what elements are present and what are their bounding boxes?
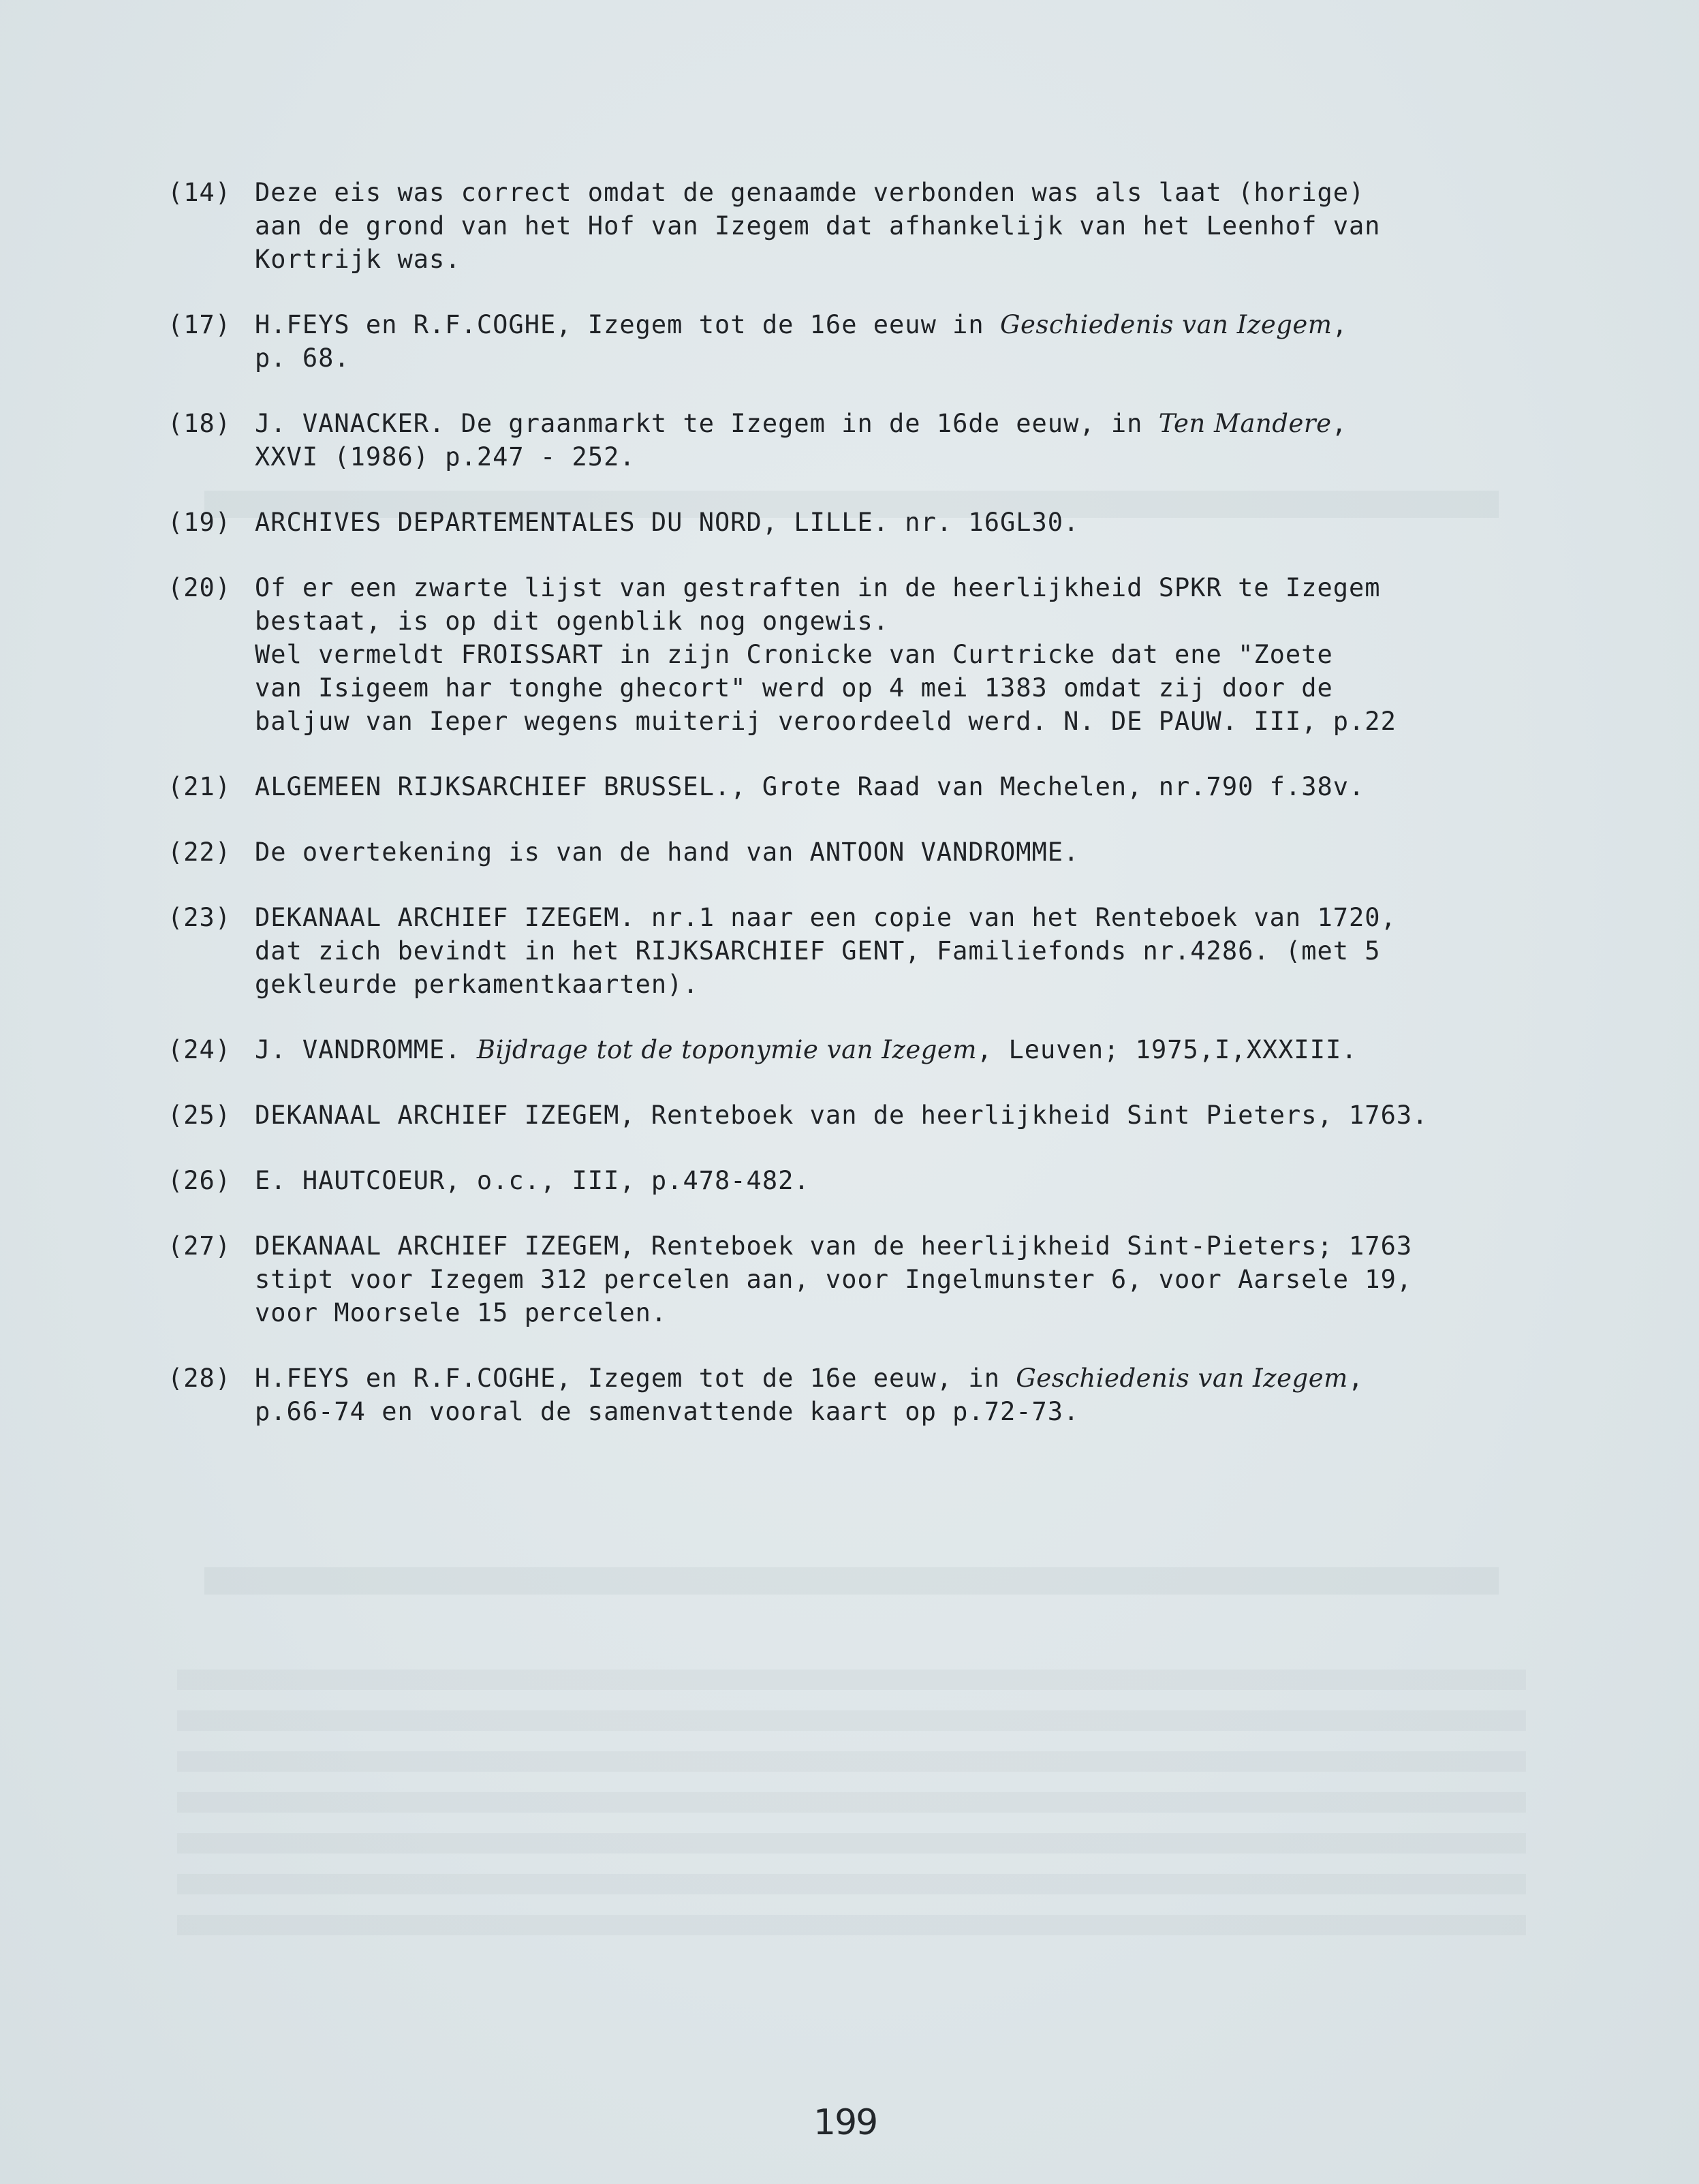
footnote-number: (21) — [168, 772, 232, 801]
footnote-text: J. VANACKER. De graanmarkt te Izegem in de 16de eeuw, in Ten Mandere, XXVI (1986) p.247 - 252. — [255, 409, 1347, 472]
footnote-text: ARCHIVES DEPARTEMENTALES DU NORD, LILLE. nr. 16GL30. — [255, 508, 1080, 537]
footnote-20 — [0, 571, 1699, 738]
footnote-21 — [0, 770, 1699, 803]
book-title: Bijdrage tot de toponymie van Izegem — [476, 1035, 977, 1064]
footnote-22 — [0, 835, 1699, 869]
footnote-number: (23) — [168, 903, 232, 932]
footnote-text: E. HAUTCOEUR, o.c., III, p.478-482. — [255, 1166, 810, 1195]
footnote-28 — [0, 1362, 1699, 1428]
footnote-number: (20) — [168, 573, 232, 602]
footnote-text: Deze eis was correct omdat de genaamde verbonden was als laat (horige) aan de grond van het Hof van Izegem dat afhankelijk van het Leenhof van Kortrijk was. — [255, 178, 1381, 274]
footnotes-list — [0, 176, 1699, 1460]
footnote-27 — [0, 1229, 1699, 1329]
footnote-text: H.FEYS en R.F.COGHE, Izegem tot de 16e eeuw, in Geschiedenis van Izegem, p.66-74 en vooral de samenvattende kaart op p.72-73. — [255, 1364, 1364, 1426]
footnote-14 — [0, 176, 1699, 276]
footnote-text: H.FEYS en R.F.COGHE, Izegem tot de 16e eeuw in Geschiedenis van Izegem, p. 68. — [255, 310, 1348, 373]
footnote-text: J. VANDROMME. Bijdrage tot de toponymie van Izegem, Leuven; 1975,I,XXXIII. — [255, 1035, 1358, 1064]
footnote-number: (26) — [168, 1166, 232, 1195]
footnote-text: Of er een zwarte lijst van gestraften in de heerlijkheid SPKR te Izegem bestaat, is op dit ogenblik nog ongewis. Wel vermeldt FROISSART in zijn Cronicke van Curtricke dat ene "Zoete van Isigeem har tonghe ghecort" werd op 4 mei 1383 omdat zij door de baljuw van Ieper wegens muiterij veroordeeld werd. N. DE PAUW. III, p.22 — [255, 573, 1397, 736]
footnote-number: (27) — [168, 1231, 232, 1261]
footnote-18 — [0, 407, 1699, 474]
footnote-number: (17) — [168, 310, 232, 339]
footnote-number: (25) — [168, 1101, 232, 1130]
footnote-text: DEKANAAL ARCHIEF IZEGEM, Renteboek van de heerlijkheid Sint-Pieters; 1763 stipt voor Izegem 312 percelen aan, voor Ingelmunster 6, voor Aarsele 19, voor Moorsele 15 percelen. — [255, 1231, 1413, 1327]
footnote-text: DEKANAAL ARCHIEF IZEGEM. nr.1 naar een copie van het Renteboek van 1720, dat zich bevindt in het RIJKSARCHIEF GENT, Familiefonds nr.4286. (met 5 gekleurde perkamentkaarten). — [255, 903, 1397, 999]
footnote-17 — [0, 308, 1699, 375]
book-title: Geschiedenis van Izegem — [1016, 1364, 1348, 1393]
footnote-24 — [0, 1033, 1699, 1066]
footnote-number: (22) — [168, 837, 232, 867]
footnote-text: DEKANAAL ARCHIEF IZEGEM, Renteboek van de heerlijkheid Sint Pieters, 1763. — [255, 1101, 1429, 1130]
book-title: Geschiedenis van Izegem — [999, 310, 1332, 339]
footnote-26 — [0, 1164, 1699, 1197]
footnote-number: (18) — [168, 409, 232, 438]
footnote-25 — [0, 1098, 1699, 1132]
footnote-text: De overtekening is van de hand van ANTOON VANDROMME. — [255, 837, 1080, 867]
footnote-number: (14) — [168, 178, 232, 207]
show-through-bleed — [177, 1670, 1526, 1942]
footnote-23 — [0, 901, 1699, 1001]
show-through-bleed — [204, 1567, 1499, 1595]
journal-title: Ten Mandere — [1158, 409, 1332, 438]
page-number: 199 — [813, 2102, 877, 2143]
footnote-text: ALGEMEEN RIJKSARCHIEF BRUSSEL., Grote Raad van Mechelen, nr.790 f.38v. — [255, 772, 1365, 801]
footnote-number: (28) — [168, 1364, 232, 1393]
footnote-number: (19) — [168, 508, 232, 537]
footnote-19 — [0, 506, 1699, 539]
footnote-number: (24) — [168, 1035, 232, 1064]
